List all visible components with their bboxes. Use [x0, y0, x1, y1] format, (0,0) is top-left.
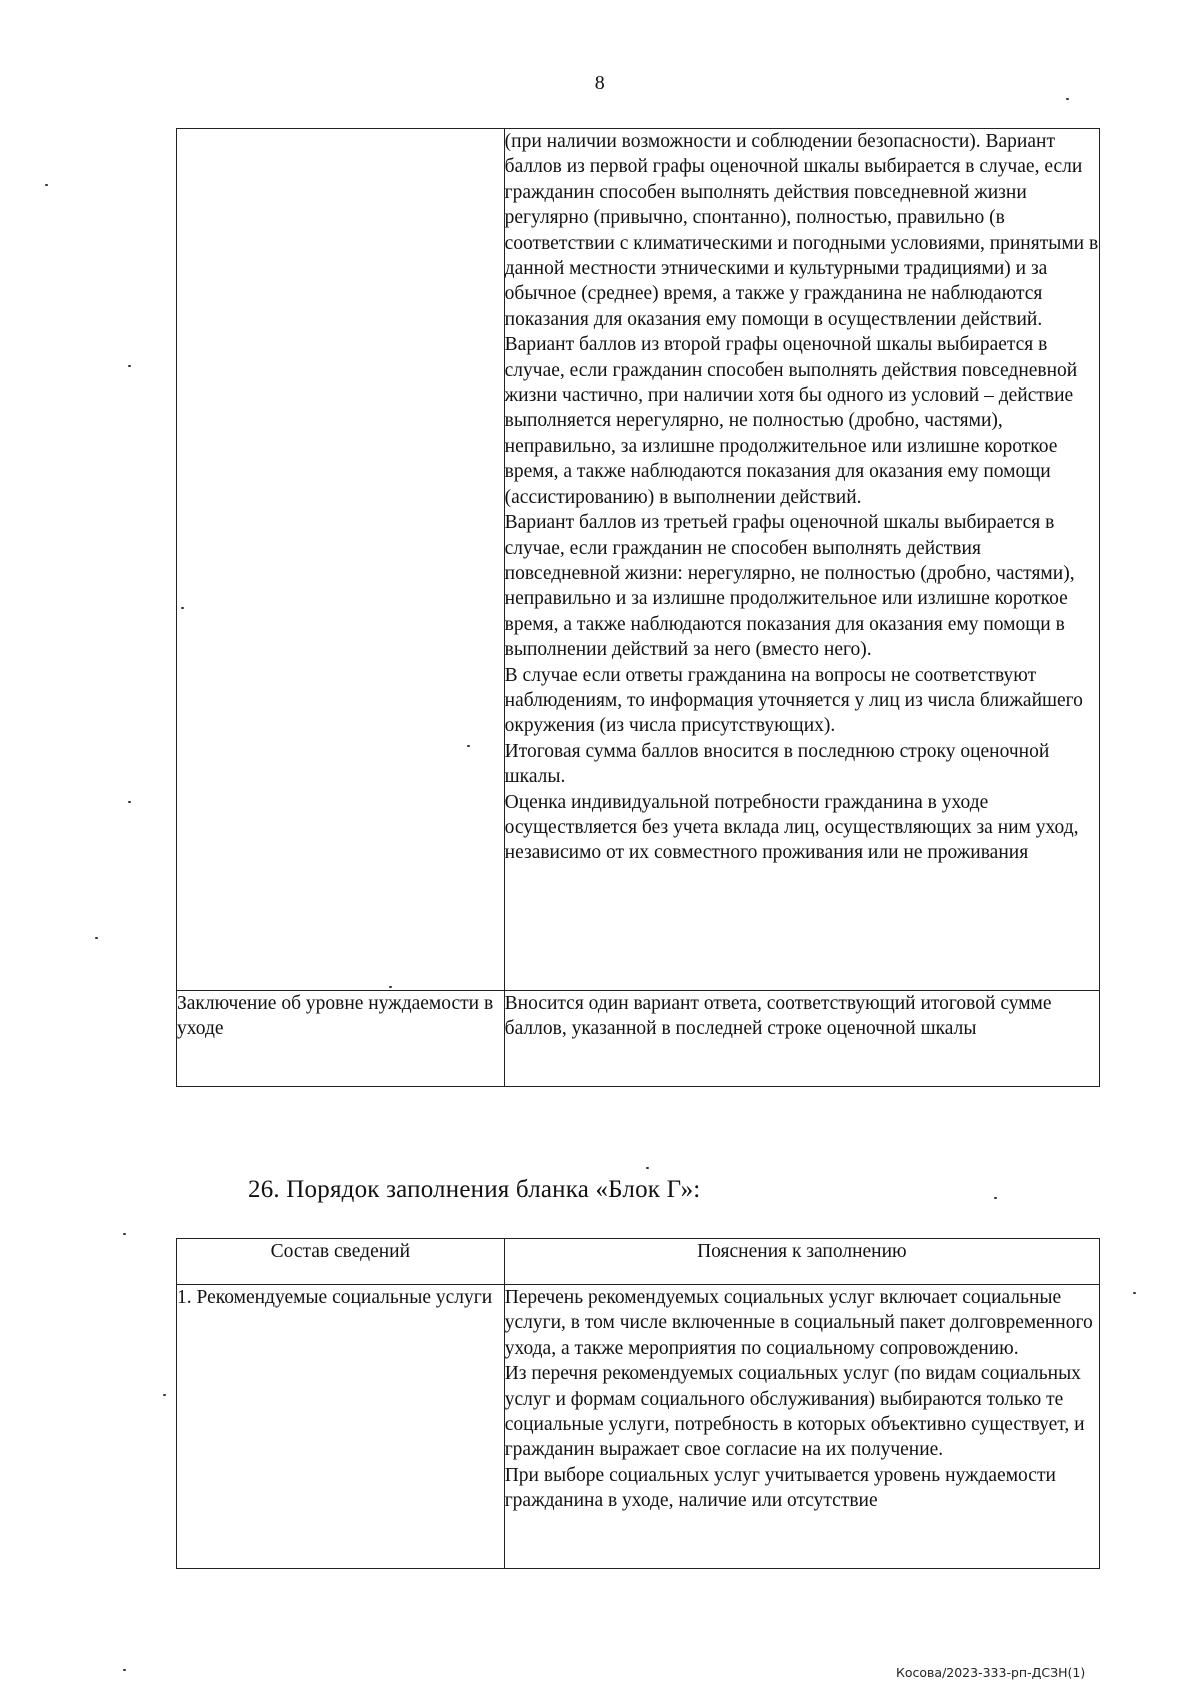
scan-speck: [123, 1233, 126, 1235]
table-row: [177, 1285, 1100, 1569]
paragraph: Вносится один вариант ответа, соответствующий итоговой сумме баллов, указанной в последней строке оценочной шкалы: [504, 993, 1052, 1040]
scan-speck: [1066, 98, 1069, 100]
scan-speck: [181, 607, 184, 609]
block-g-table: [176, 1238, 1100, 1569]
paragraph: Оценка индивидуальной потребности гражданина в уходе осуществляется без учета вклада лиц, осуществляющих за ним уход, независимо от их совместного проживания или не проживания: [504, 791, 1079, 864]
paragraph: Из перечня рекомендуемых социальных услуг (по видам социальных услуг и формам социального обслуживания) выбираются только те социальные услуги, потребность в которых объективно существует, и гражданин выражает свое согласие на их получение.: [504, 1363, 1085, 1461]
paragraph: Перечень рекомендуемых социальных услуг включает социальные услуги, в том числе включенные в социальный пакет долговременного ухода, а также мероприятия по социальному сопровождению.: [504, 1287, 1093, 1359]
document-code: Косова/2023-333-рп-ДСЗН(1): [896, 1665, 1086, 1680]
scan-speck: [128, 365, 131, 367]
table-cell-right: [504, 129, 1099, 991]
scan-speck: [123, 1669, 126, 1671]
table-cell-right: [504, 1285, 1099, 1569]
page-number: 8: [594, 72, 606, 94]
table-row: [177, 991, 1100, 1087]
explanation-table-continued: [176, 128, 1100, 1087]
scan-speck: [45, 184, 48, 186]
paragraph: В случае если ответы гражданина на вопросы не соответствуют наблюдениям, то информация уточняется у лиц из числа ближайшего окружения (из числа присутствующих).: [504, 664, 1083, 737]
paragraph: (при наличии возможности и соблюдении безопасности). Вариант баллов из первой графы оценочной шкалы выбирается в случае, если гражданин способен выполнять действия повседневной жизни регулярно (привычно, спонтанно), полностью, правильно (в соответствии с климатическими и погодными условиями, принятыми в данной местности этническими и культурными традициями) и за обычное (среднее) время, а также у гражданина не наблюдаются показания для оказания ему помощи в осуществлении действий. Вариант баллов из второй графы оценочной шкалы выбирается в случае, если гражданин способен выполнять действия повседневной жизни частично, при наличии хотя бы одного из условий – действие выполняется нерегулярно, не полностью (дробно, частями), неправильно, за излишне продолжительное или излишне короткое время, а также наблюдаются показания для оказания ему помощи (ассистированию) в выполнении действий.: [504, 131, 1099, 508]
table-cell-left: [177, 129, 505, 991]
table-cell-left: 1. Рекомендуемые социальные услуги: [177, 1285, 505, 1569]
scan-speck: [646, 1167, 649, 1169]
column-header-composition: Состав сведений: [177, 1239, 505, 1285]
column-header-explanations: Пояснения к заполнению: [504, 1239, 1099, 1285]
paragraph: Вариант баллов из третьей графы оценочной шкалы выбирается в случае, если гражданин не способен выполнять действия повседневной жизни: нерегулярно, не полностью (дробно, частями), неправильно и за излишне продолжительное или излишне короткое время, а также наблюдаются показания для оказания ему помощи в выполнении действий за него (вместо него).: [504, 512, 1075, 661]
table-header-row: [177, 1239, 1100, 1285]
scan-speck: [163, 1394, 166, 1396]
paragraph: При выборе социальных услуг учитывается уровень нуждаемости гражданина в уходе, наличие или отсутствие: [504, 1464, 1056, 1512]
table-cell-left: Заключение об уровне нуждаемости в уходе: [177, 991, 505, 1087]
scan-speck: [128, 801, 131, 803]
section-heading: 26. Порядок заполнения бланка «Блок Г»:: [248, 1176, 701, 1203]
scan-speck: [467, 745, 470, 747]
table-row: [177, 129, 1100, 991]
scan-speck: [994, 1197, 997, 1199]
scan-speck: [95, 937, 98, 939]
scan-speck: [389, 986, 392, 988]
paragraph: Итоговая сумма баллов вносится в последнюю строку оценочной шкалы.: [504, 740, 1050, 788]
scan-speck: [1133, 1292, 1136, 1294]
table-cell-right: [504, 991, 1099, 1087]
